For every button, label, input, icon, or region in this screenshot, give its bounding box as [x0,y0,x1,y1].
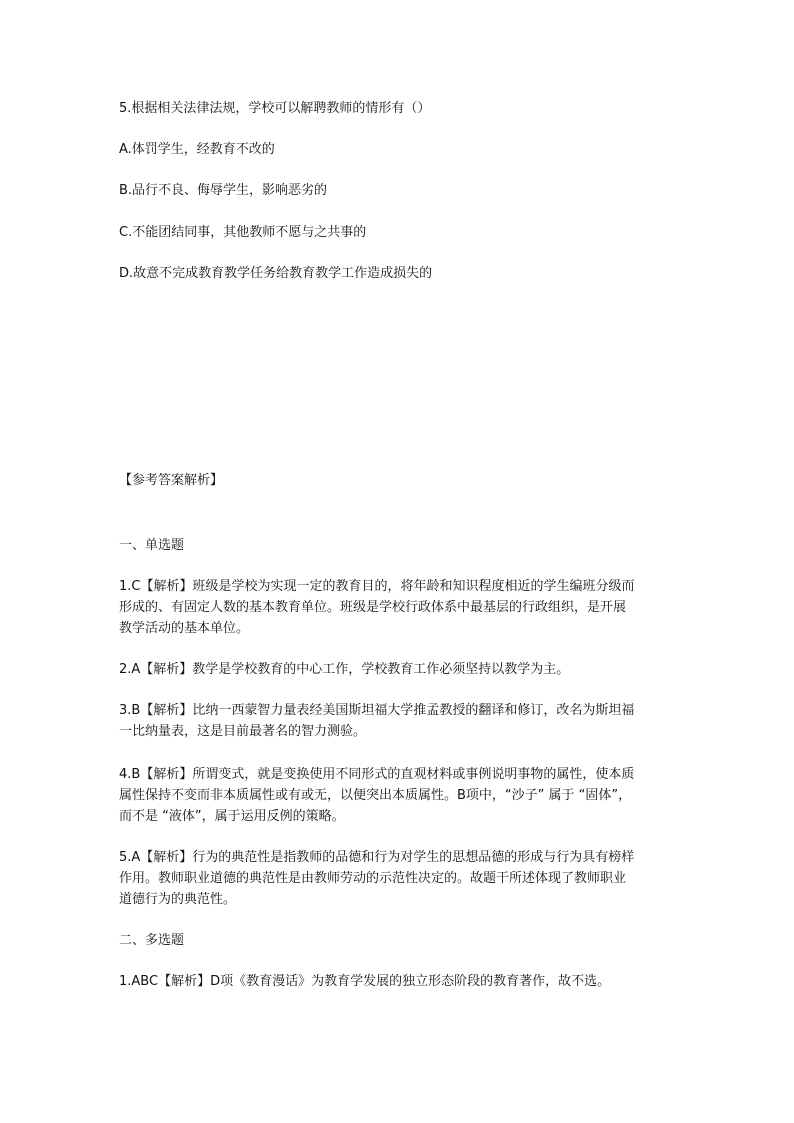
answer-line: 4.B【解析】所谓变式，就是变换使用不同形式的直观材料或事例说明事物的属性，使本质 [119,767,635,782]
answer-line: 一比纳量表，这是目前最著名的智力测验。 [119,724,367,739]
answer-item [119,971,679,992]
option-d: D.故意不完成教育教学任务给教育教学工作造成损失的 [119,266,433,281]
answer-item [119,576,679,639]
answer-line: 5.A【解析】行为的典范性是指教师的品德和行为对学生的思想品德的形成与行为具有榜样 [119,850,635,865]
answer-line: 教学活动的基本单位。 [119,621,250,636]
answer-line: 2.A【解析】教学是学校教育的中心工作，学校教育工作必须坚持以教学为主。 [119,662,570,677]
section-multi-heading: 二、多选题 [119,933,185,948]
answer-item [119,764,679,827]
option-c: C.不能团结同事，其他教师不愿与之共事的 [119,225,367,240]
answer-line: 而不是 “液体”，属于运用反例的策略。 [119,809,345,824]
answer-line: 属性保持不变而非本质属性或有或无，以便突出本质属性。B项中，“沙子” 属于 “固体”， [119,788,632,803]
answer-line: 1.C【解析】班级是学校为实现一定的教育目的，将年龄和知识程度相近的学生编班分级而 [119,579,635,594]
answer-line: 1.ABC【解析】D项《教育漫话》为教育学发展的独立形态阶段的教育著作，故不选。 [119,974,611,989]
answer-line: 3.B【解析】比纳一西蒙智力量表经美国斯坦福大学推孟教授的翻译和修订，改名为斯坦福 [119,703,635,718]
answers-heading: 【参考答案解析】 [119,473,224,488]
question-stem: 5.根据相关法律法规，学校可以解聘教师的情形有（） [119,101,431,116]
answer-line: 形成的、有固定人数的基本教育单位。班级是学校行政体系中最基层的行政组织，是开展 [119,600,627,615]
section-single-heading: 一、单选题 [119,538,185,553]
answer-item [119,659,679,680]
answer-item [119,700,679,742]
answer-line: 道德行为的典范性。 [119,892,237,907]
option-b: B.品行不良、侮辱学生，影响恶劣的 [119,183,328,198]
answer-item [119,847,679,910]
answer-line: 作用。教师职业道德的典范性是由教师劳动的示范性决定的。故题干所述体现了教师职业 [119,871,627,886]
option-a: A.体罚学生，经教育不改的 [119,142,275,157]
